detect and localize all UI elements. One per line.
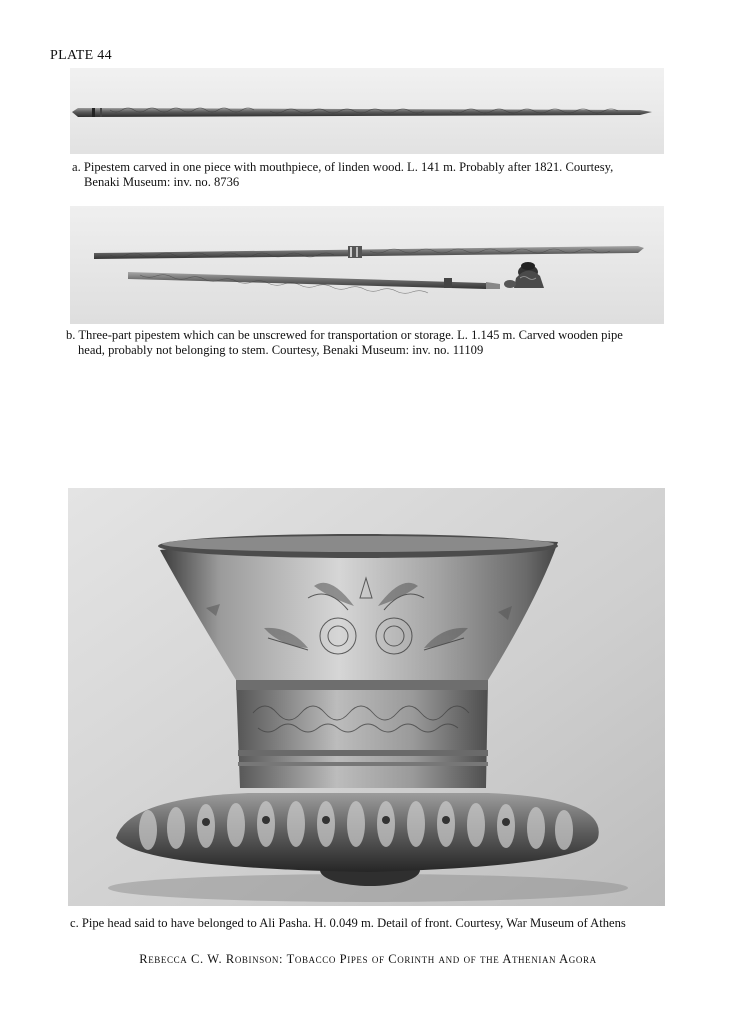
caption-a-line1: a. Pipestem carved in one piece with mouthpiece, of linden wood. L. 141 m. Probably after 1821. Courtesy, bbox=[72, 160, 614, 174]
caption-figure-a bbox=[72, 160, 672, 190]
photo-pipe-head-ali-pasha bbox=[68, 488, 665, 906]
photo-pipestem-one-piece bbox=[70, 68, 664, 154]
plate-label: PLATE 44 bbox=[50, 48, 112, 63]
caption-figure-b bbox=[66, 328, 676, 358]
caption-a-line2: Benaki Museum: inv. no. 8736 bbox=[84, 175, 240, 189]
caption-b-line2: head, probably not belonging to stem. Courtesy, Benaki Museum: inv. no. 11109 bbox=[78, 343, 484, 357]
caption-figure-c bbox=[70, 916, 680, 931]
photo-three-part-pipestem bbox=[70, 206, 664, 324]
caption-c-line1: c. Pipe head said to have belonged to Ali Pasha. H. 0.049 m. Detail of front. Courtesy, War Museum of Athens bbox=[70, 916, 626, 930]
running-footer: Rebecca C. W. Robinson: Tobacco Pipes of Corinth and of the Athenian Agora bbox=[139, 952, 597, 966]
caption-b-line1: b. Three-part pipestem which can be unscrewed for transportation or storage. L. 1.145 m. Carved wooden pipe bbox=[66, 328, 623, 342]
